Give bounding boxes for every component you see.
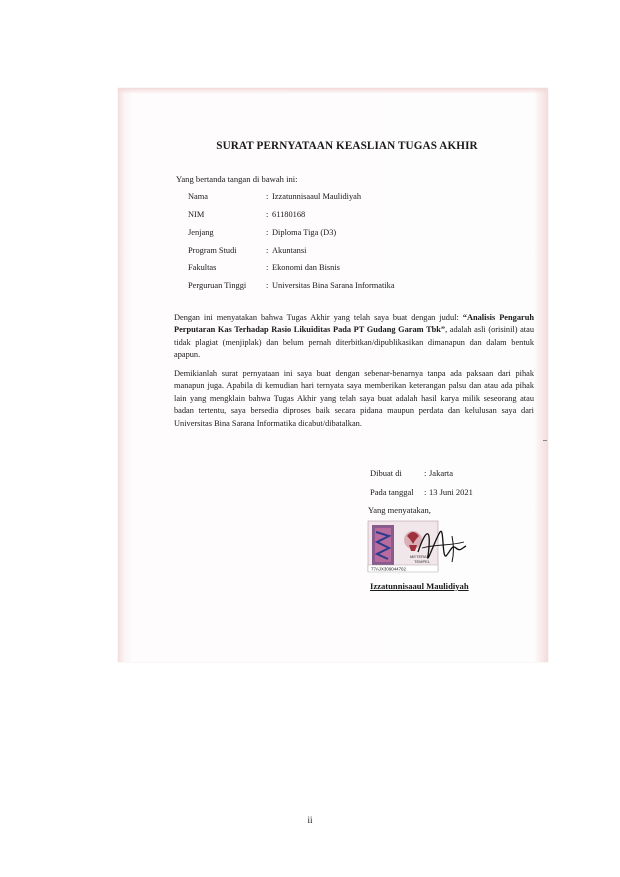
field-separator: : — [266, 281, 269, 290]
materai-stamp-icon — [366, 518, 486, 588]
field-label: Nama — [188, 192, 208, 201]
materai-label: TEMPEL — [414, 559, 431, 564]
stamp-and-signature — [366, 518, 486, 588]
field-separator: : — [266, 246, 269, 255]
field-value: Izzatunnisaaul Maulidiyah — [272, 192, 362, 201]
date-separator: : — [424, 487, 427, 497]
intro-text: Yang bertanda tangan di bawah ini: — [176, 174, 298, 184]
field-label: Fakultas — [188, 263, 217, 272]
field-label: NIM — [188, 210, 205, 219]
place-line — [370, 468, 454, 478]
field-value: Diploma Tiga (D3) — [272, 228, 337, 237]
signer-name: Izzatunnisaaul Maulidiyah — [370, 581, 469, 591]
place-separator: : — [424, 468, 427, 478]
field-separator: : — [266, 210, 269, 219]
page-number: ii — [307, 815, 313, 825]
field-value: Ekonomi dan Bisnis — [272, 263, 340, 272]
thesis-title: “Analisis Pengaruh Perputaran Kas Terhadap Rasio Likuiditas Pada PT Gudang Garam Tbk” — [174, 313, 534, 335]
declaration-paragraph: Demikianlah surat pernyataan ini saya buat dengan sebenar-benarnya tanpa ada paksaan dari pihak manapun juga. Apabila di kemudian hari ternyata saya memberikan keterangan palsu dan atau ada pihak lain yang mengklain bahwa Tugas Akhir yang telah saya buat adalah hasil karya milik seseorang atau badan tertentu, saya bersedia diproses baik secara pidana maupun perdata dan kelulusan saya dari Universitas Bina Sarana Informatika dicabut/dibatalkan. — [174, 369, 534, 428]
statement-lead: Dengan ini menyatakan bahwa Tugas Akhir yang telah saya buat dengan judul: — [174, 313, 459, 322]
scanned-page — [118, 88, 548, 662]
field-separator: : — [266, 228, 269, 237]
field-separator: : — [266, 263, 269, 272]
date-label: Pada tanggal — [370, 487, 414, 497]
field-label: Perguruan Tinggi — [188, 281, 247, 290]
field-value: Akuntansi — [272, 246, 307, 255]
date-line — [370, 487, 473, 497]
statement-paragraph — [174, 312, 534, 362]
date-value: 13 Juni 2021 — [429, 487, 473, 497]
place-label: Dibuat di — [370, 468, 402, 478]
materai-code: 77AJX309044702 — [371, 566, 406, 572]
place-value: Jakarta — [429, 468, 454, 478]
field-value: 61180168 — [272, 210, 306, 219]
scan-mark — [543, 440, 547, 441]
field-value: Universitas Bina Sarana Informatika — [272, 281, 395, 290]
document-title: SURAT PERNYATAAN KEASLIAN TUGAS AKHIR — [216, 140, 478, 152]
field-label: Program Studi — [188, 246, 237, 255]
field-label: Jenjang — [188, 228, 214, 237]
statement-tail: , adalah asli (orisinil) atau tidak plagiat (menjiplak) dan belum pernah diterbitkan/dipublikasikan dimanapun dan dalam bentuk apapun. — [174, 325, 535, 360]
signatory-intro: Yang menyatakan, — [368, 505, 431, 515]
field-separator: : — [266, 192, 269, 201]
materai-label: METERAI — [410, 554, 428, 559]
